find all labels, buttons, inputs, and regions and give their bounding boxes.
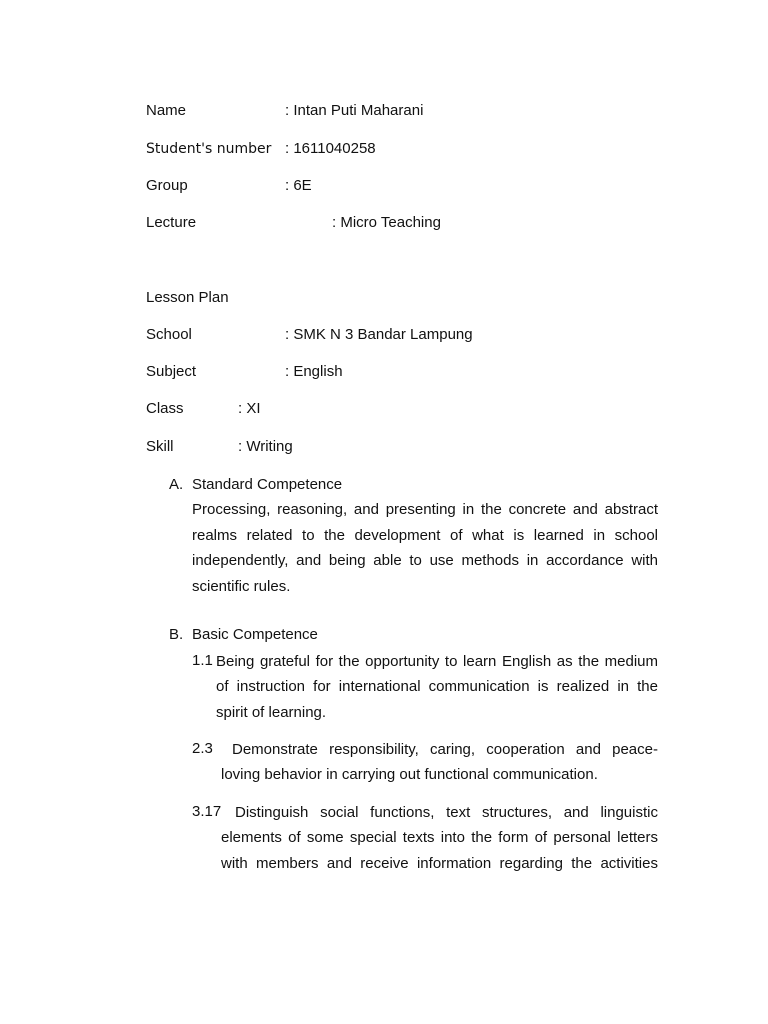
- competence-number: 2.3: [192, 740, 213, 757]
- skill-value: : Writing: [238, 438, 293, 455]
- class-label: Class: [146, 400, 184, 417]
- group-value: : 6E: [285, 177, 312, 194]
- subject-label: Subject: [146, 363, 197, 380]
- student-number-value: : 1611040258: [285, 140, 376, 157]
- name-value: : Intan Puti Maharani: [285, 102, 424, 119]
- competence-first-line: Demonstrate responsibility, caring, cooperation and peace-: [232, 741, 658, 758]
- section-a-text: Processing, reasoning, and presenting in the concrete and abstract realms related to the development of what is learned in school independently, and being able to use methods in accordance with scientific rules.: [192, 501, 658, 595]
- section-b-heading: Basic Competence: [192, 626, 318, 643]
- name-label: Name: [146, 102, 187, 119]
- competence-first-line: Being grateful for the opportunity to learn English as the medium: [216, 653, 658, 670]
- section-a-heading: Standard Competence: [192, 476, 343, 493]
- competence-number: 3.17: [192, 803, 222, 820]
- section-b-marker: B.: [169, 626, 184, 643]
- subject-value: : English: [285, 363, 343, 380]
- group-label: Group: [146, 177, 188, 194]
- lesson-plan-title: Lesson Plan: [146, 289, 229, 306]
- competence-text: loving behavior in carrying out functional communication.: [221, 766, 598, 783]
- class-value: : XI: [238, 400, 261, 417]
- competence-number: 1.1: [192, 652, 213, 669]
- skill-label: Skill: [146, 438, 174, 455]
- school-label: School: [146, 326, 192, 343]
- competence-text: elements of some special texts into the form of personal letters with members and receive information regarding the activities: [221, 829, 658, 872]
- school-value: : SMK N 3 Bandar Lampung: [285, 326, 473, 343]
- section-a-marker: A.: [169, 476, 184, 493]
- competence-text: of instruction for international communication is realized in the spirit of learning.: [216, 678, 658, 721]
- lecture-value: : Micro Teaching: [332, 214, 441, 231]
- competence-first-line: Distinguish social functions, text structures, and linguistic: [235, 804, 658, 821]
- student-number-label: Student's number: [146, 141, 272, 157]
- lecture-label: Lecture: [146, 214, 197, 231]
